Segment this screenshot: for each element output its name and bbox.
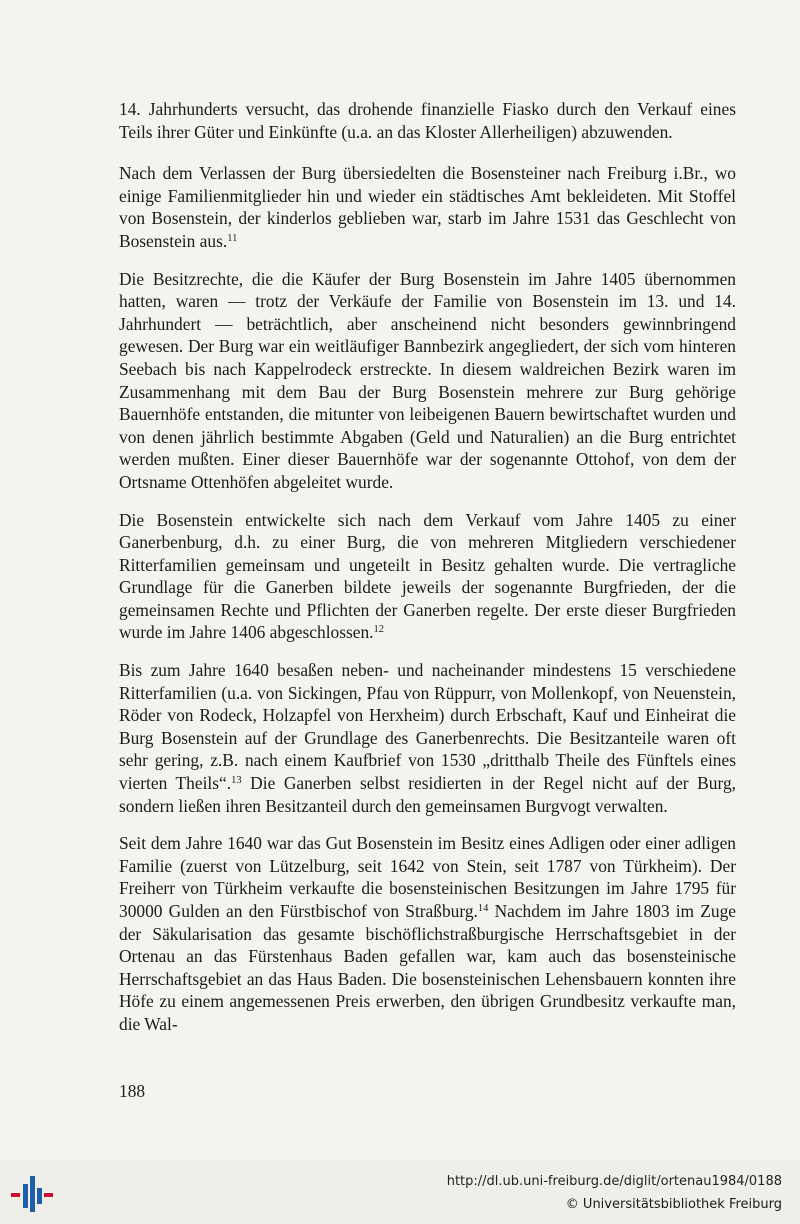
footer-copyright: © Universitätsbibliothek Freiburg [565,1197,782,1212]
footnote-ref-13: 13 [231,775,242,787]
paragraph-1: 14. Jahrhunderts versucht, das drohende finanzielle Fiasko durch den Verkauf eines Teils ihrer Güter und Einkünfte (u.a. an das Kloster Allerheiligen) abzuwenden. [119,99,736,142]
paragraph-3: Die Besitzrechte, die die Käufer der Burg Bosenstein im Jahre 1405 übernommen hatten, waren — trotz der Verkäufe der Familie von Bosenstein im 13. und 14. Jahrhundert — beträchtlich, aber anscheinend nicht besonders gewinnbringend gewesen. Der Burg war ein weitläufiger Bannbezirk angegliedert, der sich vom hinteren Seebach bis nach Kappelrodeck erstreckte. In diesem waldreichen Bezirk waren im Zusammenhang mit dem Bau der Burg Bosenstein mehrere zur Burg gehörige Bauernhöfe entstanden, die mitunter von leibeigenen Bauern bewirtschaftet wurden und von denen jährlich bestimmte Abgaben (Geld und Naturalien) an die Burg entrichtet werden mußten. Einer dieser Bauernhöfe war der sogenannte Ottohof, von dem der Ortsname Ottenhöfen abgeleitet wurde. [119,268,736,492]
paragraph-2: Nach dem Verlassen der Burg übersiedelten die Bosensteiner nach Freiburg i.Br., wo einige Familienmitglieder hin und wieder ein städtisches Amt bekleideten. Mit Stoffel von Bosenstein, der kinderlos geblieben war, starb im Jahre 1531 das Geschlecht von Bosenstein aus.$^{11}$ [119,163,736,251]
footer-bar [0,1160,800,1224]
footnote-ref-14: 14 [477,903,489,914]
paragraph-6: Seit dem Jahre 1640 war das Gut Bosenstein im Besitz eines Adligen oder einer adligen Familie (zuerst von Lützelburg, seit 1642 von Stein, seit 1787 von Türkheim). Der Freiherr von Türkheim verkaufte die bosensteinischen Besitzungen im Jahre 1795 für 30000 Gulden an den Fürstbischof von Straßburg.$^{14}$ Nachdem im Jahre 1803 im Zuge der Säkularisation das gesamte bischöflichstraßburgische Herrschaftsgebiet in der Ortenau an das Fürstenhaus Baden gefallen war, kam auch das bosensteinische Herrschaftsgebiet an das Haus Baden. Die bosensteinischen Lehensbauern konnten ihre Höfe zu einem angemessenen Preis erwerben, den übrigen Grundbesitz verkaufte man, die Wal- [119,833,736,1034]
paragraph-5: Bis zum Jahre 1640 besaßen neben- und nacheinander mindestens 15 verschiedene Ritterfamilien (u.a. von Sickingen, Pfau von Rüppurr, von Mollenkopf, von Neuenstein, Röder von Rodeck, Holzapfel von Herxheim) durch Erbschaft, Kauf und Einheirat die Burg Bosenstein auf der Grundlage des Ganerbenrechts. Die Besitzanteile waren oft sehr gering, z.B. nach einem Kaufbrief von 1530 „dritthalb Theile des Fünftels eines vierten Theils“.$^{13}$ Die Ganerben selbst residierten in der Regel nicht auf der Burg, sondern ließen ihren Besitzanteil durch den gemeinsamen Burgvogt verwalten. [119,660,736,816]
text-column [119,98,736,1051]
footnote-ref-12: 12 [373,624,385,636]
ub-freiburg-logo-icon [10,1174,54,1214]
footer-url-link[interactable]: http://dl.ub.uni-freiburg.de/diglit/ortenau1984/0188 [446,1174,782,1189]
page-number: 188 [119,1081,146,1101]
paragraph-4: Die Bosenstein entwickelte sich nach dem Verkauf vom Jahre 1405 zu einer Ganerbenburg, d.h. zu einer Burg, die von mehreren Mitgliedern verschiedener Ritterfamilien gemeinsam und ungeteilt in Besitz gehalten wurde. Die vertragliche Grundlage für die Ganerben bildete jeweils der sogenannte Burgfrieden, der die gemeinsamen Rechte und Pflichten der Ganerben regelte. Der erste dieser Burgfrieden wurde im Jahre 1406 abgeschlossen.$^{12}$ [119,509,736,643]
footnote-ref-11: 11 [227,232,238,244]
